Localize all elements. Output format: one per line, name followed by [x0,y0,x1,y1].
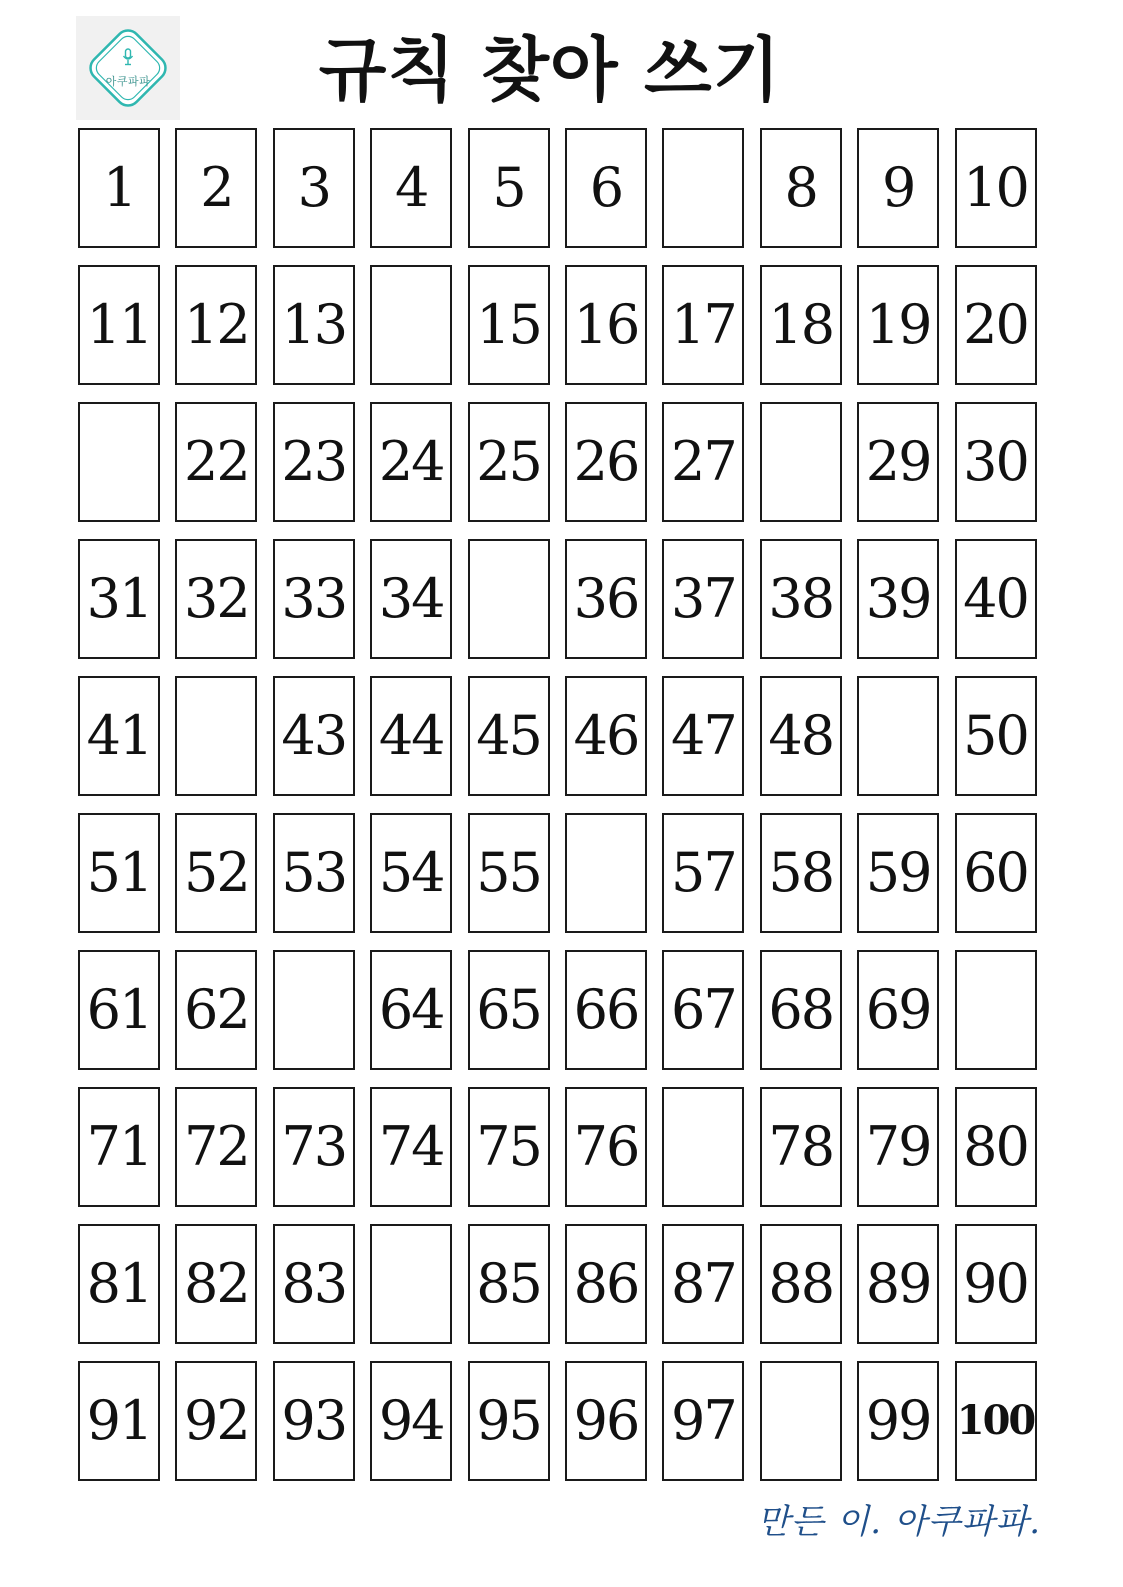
number-cell: 2 [175,128,257,248]
number-cell: 73 [273,1087,355,1207]
number-cell: 18 [760,265,842,385]
number-cell: 39 [857,539,939,659]
number-cell: 93 [273,1361,355,1481]
number-cell: 36 [565,539,647,659]
number-cell: 1 [78,128,160,248]
number-cell: 24 [370,402,452,522]
number-cell: 65 [468,950,550,1070]
number-cell: 50 [955,676,1037,796]
number-cell: 13 [273,265,355,385]
number-cell: 66 [565,950,647,1070]
number-cell: 32 [175,539,257,659]
blank-cell[interactable] [760,1361,842,1481]
number-cell: 62 [175,950,257,1070]
number-cell: 59 [857,813,939,933]
number-cell: 97 [662,1361,744,1481]
number-cell: 72 [175,1087,257,1207]
number-cell: 47 [662,676,744,796]
number-cell: 95 [468,1361,550,1481]
number-cell: 38 [760,539,842,659]
number-cell: 67 [662,950,744,1070]
number-cell: 92 [175,1361,257,1481]
number-cell: 90 [955,1224,1037,1344]
blank-cell[interactable] [662,128,744,248]
number-cell: 86 [565,1224,647,1344]
number-cell: 41 [78,676,160,796]
number-cell: 31 [78,539,160,659]
number-cell: 51 [78,813,160,933]
number-cell: 27 [662,402,744,522]
blank-cell[interactable] [370,265,452,385]
number-cell: 45 [468,676,550,796]
number-cell: 82 [175,1224,257,1344]
number-cell: 30 [955,402,1037,522]
number-cell: 44 [370,676,452,796]
microphone-icon [122,48,134,66]
blank-cell[interactable] [370,1224,452,1344]
number-cell: 23 [273,402,355,522]
number-cell: 22 [175,402,257,522]
number-cell: 79 [857,1087,939,1207]
number-cell: 94 [370,1361,452,1481]
page-title: 규칙 찾아 쓰기 [318,29,782,111]
number-cell: 91 [78,1361,160,1481]
credit-text: 만든 이. 아쿠파파. [756,1502,1041,1542]
blank-cell[interactable] [760,402,842,522]
number-cell: 69 [857,950,939,1070]
number-cell: 17 [662,265,744,385]
number-grid [78,128,1033,1480]
number-cell: 25 [468,402,550,522]
number-cell: 75 [468,1087,550,1207]
number-cell: 10 [955,128,1037,248]
number-cell: 5 [468,128,550,248]
number-cell: 9 [857,128,939,248]
number-cell: 12 [175,265,257,385]
number-cell: 74 [370,1087,452,1207]
number-cell: 83 [273,1224,355,1344]
number-cell: 81 [78,1224,160,1344]
logo-diamond-icon [76,16,180,120]
number-cell: 55 [468,813,550,933]
number-cell: 80 [955,1087,1037,1207]
logo [76,16,180,120]
number-cell: 3 [273,128,355,248]
number-cell: 48 [760,676,842,796]
number-cell: 76 [565,1087,647,1207]
number-cell: 89 [857,1224,939,1344]
number-cell: 29 [857,402,939,522]
number-cell: 52 [175,813,257,933]
number-cell: 87 [662,1224,744,1344]
number-cell: 58 [760,813,842,933]
number-cell: 6 [565,128,647,248]
number-cell: 20 [955,265,1037,385]
number-cell: 96 [565,1361,647,1481]
number-cell: 71 [78,1087,160,1207]
number-cell: 34 [370,539,452,659]
number-cell: 11 [78,265,160,385]
number-cell: 16 [565,265,647,385]
number-cell: 100 [955,1361,1037,1481]
blank-cell[interactable] [565,813,647,933]
number-cell: 46 [565,676,647,796]
number-cell: 15 [468,265,550,385]
number-cell: 61 [78,950,160,1070]
number-cell: 99 [857,1361,939,1481]
number-cell: 26 [565,402,647,522]
number-cell: 33 [273,539,355,659]
blank-cell[interactable] [175,676,257,796]
number-cell: 8 [760,128,842,248]
number-cell: 88 [760,1224,842,1344]
logo-text: 아쿠파파 [105,75,151,88]
number-cell: 53 [273,813,355,933]
number-cell: 4 [370,128,452,248]
number-cell: 60 [955,813,1037,933]
number-cell: 54 [370,813,452,933]
number-cell: 40 [955,539,1037,659]
number-cell: 78 [760,1087,842,1207]
blank-cell[interactable] [662,1087,744,1207]
blank-cell[interactable] [468,539,550,659]
number-cell: 85 [468,1224,550,1344]
blank-cell[interactable] [78,402,160,522]
number-cell: 19 [857,265,939,385]
number-cell: 57 [662,813,744,933]
number-cell: 64 [370,950,452,1070]
blank-cell[interactable] [273,950,355,1070]
number-cell: 43 [273,676,355,796]
number-cell: 37 [662,539,744,659]
blank-cell[interactable] [857,676,939,796]
number-cell: 68 [760,950,842,1070]
blank-cell[interactable] [955,950,1037,1070]
